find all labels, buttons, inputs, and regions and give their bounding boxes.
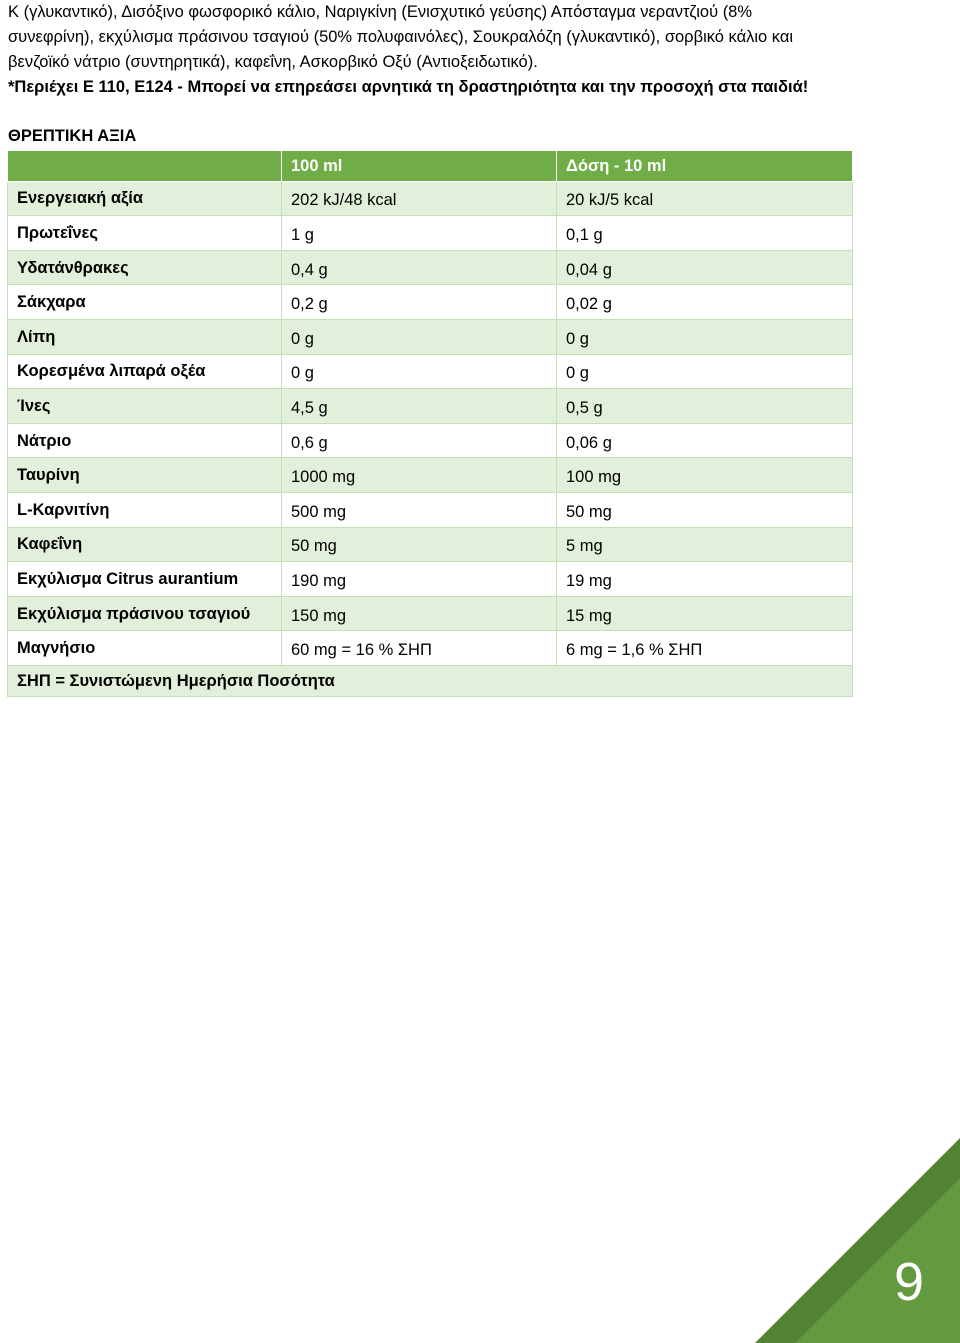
value-per-100ml: 0,2 g <box>282 285 557 320</box>
table-row <box>8 181 853 216</box>
value-per-100ml: 1 g <box>282 216 557 251</box>
table-row <box>8 458 853 493</box>
value-per-100ml: 4,5 g <box>282 389 557 424</box>
nutrient-label: Ενεργειακή αξία <box>8 181 282 216</box>
nutrient-label: Κορεσμένα λιπαρά οξέα <box>8 354 282 389</box>
value-per-dose: 50 mg <box>557 492 853 527</box>
value-per-100ml: 500 mg <box>282 492 557 527</box>
value-per-100ml: 190 mg <box>282 562 557 597</box>
value-per-100ml: 202 kJ/48 kcal <box>282 181 557 216</box>
value-per-dose: 0,5 g <box>557 389 853 424</box>
value-per-100ml: 1000 mg <box>282 458 557 493</box>
ingredients-line-1: Κ (γλυκαντικό), Δισόξινο φωσφορικό κάλιο, Ναριγκίνη (Ενισχυτικό γεύσης) Απόσταγμα νεραντζιού (8% <box>8 3 753 21</box>
value-per-100ml: 60 mg = 16 % ΣΗΠ <box>282 631 557 666</box>
value-per-dose: 0,02 g <box>557 285 853 320</box>
value-per-dose: 0 g <box>557 354 853 389</box>
value-per-dose: 20 kJ/5 kcal <box>557 181 853 216</box>
nutrient-label: Σάκχαρα <box>8 285 282 320</box>
value-per-100ml: 50 mg <box>282 527 557 562</box>
table-row <box>8 423 853 458</box>
table-row <box>8 562 853 597</box>
nutrient-label: Υδατάνθρακες <box>8 250 282 285</box>
nutrient-label: Πρωτεΐνες <box>8 216 282 251</box>
value-per-dose: 5 mg <box>557 527 853 562</box>
nutrient-label: L-Καρνιτίνη <box>8 492 282 527</box>
value-per-dose: 0,06 g <box>557 423 853 458</box>
header-cell-per-100ml: 100 ml <box>282 151 557 182</box>
table-row <box>8 319 853 354</box>
value-per-dose: 6 mg = 1,6 % ΣΗΠ <box>557 631 853 666</box>
table-row <box>8 492 853 527</box>
value-per-100ml: 0,6 g <box>282 423 557 458</box>
ingredients-line-3: βενζοϊκό νάτριο (συντηρητικά), καφεΐνη, Ασκορβικό Οξύ (Αντιοξειδωτικό). <box>8 53 538 71</box>
nutrient-label: Λίπη <box>8 319 282 354</box>
table-header-row <box>8 151 853 182</box>
nutrient-label: Μαγνήσιο <box>8 631 282 666</box>
table-row <box>8 596 853 631</box>
nutrient-label: Καφεΐνη <box>8 527 282 562</box>
table-row <box>8 354 853 389</box>
section-title: ΘΡΕΠΤΙΚΗ ΑΞΙΑ <box>8 127 137 145</box>
value-per-100ml: 0 g <box>282 319 557 354</box>
table-footnote: ΣΗΠ = Συνιστώμενη Ημερήσια Ποσότητα <box>8 665 853 696</box>
nutrition-table <box>7 150 853 697</box>
table-row <box>8 285 853 320</box>
page-number: 9 <box>893 1252 924 1312</box>
nutrient-label: Εκχύλισμα πράσινου τσαγιού <box>8 596 282 631</box>
value-per-100ml: 0,4 g <box>282 250 557 285</box>
value-per-100ml: 150 mg <box>282 596 557 631</box>
value-per-dose: 100 mg <box>557 458 853 493</box>
table-row <box>8 250 853 285</box>
value-per-dose: 0 g <box>557 319 853 354</box>
allergen-warning: *Περιέχει Ε 110, Ε124 - Μπορεί να επηρεάσει αρνητικά τη δραστηριότητα και την προσοχή στα παιδιά! <box>8 78 809 96</box>
value-per-dose: 0,04 g <box>557 250 853 285</box>
table-row <box>8 216 853 251</box>
value-per-100ml: 0 g <box>282 354 557 389</box>
nutrient-label: Νάτριο <box>8 423 282 458</box>
nutrient-label: Ίνες <box>8 389 282 424</box>
corner-decoration <box>755 1138 960 1343</box>
table-row <box>8 527 853 562</box>
header-cell-per-dose: Δόση - 10 ml <box>557 151 853 182</box>
nutrient-label: Εκχύλισμα Citrus aurantium <box>8 562 282 597</box>
table-row <box>8 389 853 424</box>
nutrient-label: Ταυρίνη <box>8 458 282 493</box>
header-cell-empty <box>8 151 282 182</box>
footnote-row <box>8 665 853 696</box>
ingredients-text <box>8 0 888 100</box>
table-row <box>8 631 853 666</box>
ingredients-line-2: συνεφρίνη), εκχύλισμα πράσινου τσαγιού (50% πολυφαινόλες), Σουκραλόζη (γλυκαντικό), σορβικό κάλιο και <box>8 28 794 46</box>
value-per-dose: 15 mg <box>557 596 853 631</box>
value-per-dose: 0,1 g <box>557 216 853 251</box>
value-per-dose: 19 mg <box>557 562 853 597</box>
